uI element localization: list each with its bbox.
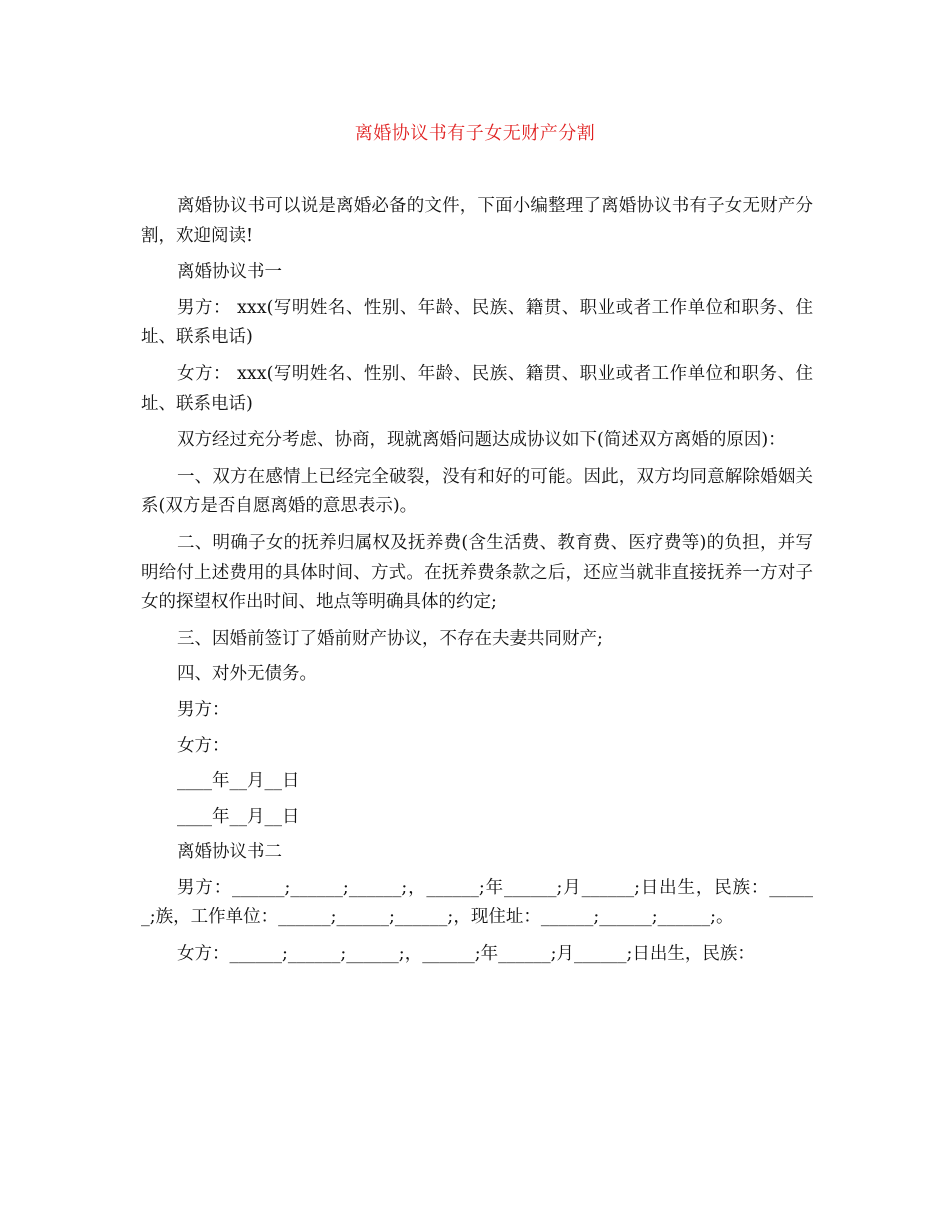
male-party-line: 男方： xxx(写明姓名、性别、年龄、民族、籍贯、职业或者工作单位和职务、住址、联系电话) bbox=[141, 297, 813, 348]
agreement-preamble: 双方经过充分考虑、协商，现就离婚问题达成协议如下(简述双方离婚的原因)： bbox=[177, 430, 786, 451]
female-party-form: 女方：______;______;______;，______;年______;月______;日出生，民族： bbox=[177, 944, 755, 965]
document-title: 离婚协议书有子女无财产分割 bbox=[354, 123, 596, 144]
intro-paragraph: 离婚协议书可以说是离婚必备的文件，下面小编整理了离婚协议书有子女无财产分割，欢迎阅读! bbox=[141, 196, 813, 246]
date-line-two: ____年__月__日 bbox=[177, 806, 300, 827]
section-heading-one: 离婚协议书一 bbox=[177, 262, 282, 283]
clause-one: 一、双方在感情上已经完全破裂，没有和好的可能。因此，双方均同意解除婚姻关系(双方是否自愿离婚的意思表示)。 bbox=[141, 466, 813, 517]
clause-three: 三、因婚前签订了婚前财产协议，不存在夫妻共同财产; bbox=[177, 628, 603, 649]
female-signature-line: 女方： bbox=[177, 735, 230, 756]
clause-four: 四、对外无债务。 bbox=[177, 664, 317, 685]
female-party-line: 女方： xxx(写明姓名、性别、年龄、民族、籍贯、职业或者工作单位和职务、住址、联系电话) bbox=[141, 363, 813, 414]
document-body bbox=[141, 192, 813, 977]
male-party-form: 男方：______;______;______;，______;年______;月______;日出生，民族：______;族，工作单位：______;______;______;，现住址：______;______;______;。 bbox=[141, 877, 813, 928]
male-signature-line: 男方： bbox=[177, 699, 230, 720]
section-heading-two: 离婚协议书二 bbox=[177, 842, 282, 863]
date-line-one: ____年__月__日 bbox=[177, 771, 300, 792]
clause-two: 二、明确子女的抚养归属权及抚养费(含生活费、教育费、医疗费等)的负担，并写明给付上述费用的具体时间、方式。在抚养费条款之后，还应当就非直接抚养一方对子女的探望权作出时间、地点等明确具体的约定; bbox=[141, 532, 813, 613]
